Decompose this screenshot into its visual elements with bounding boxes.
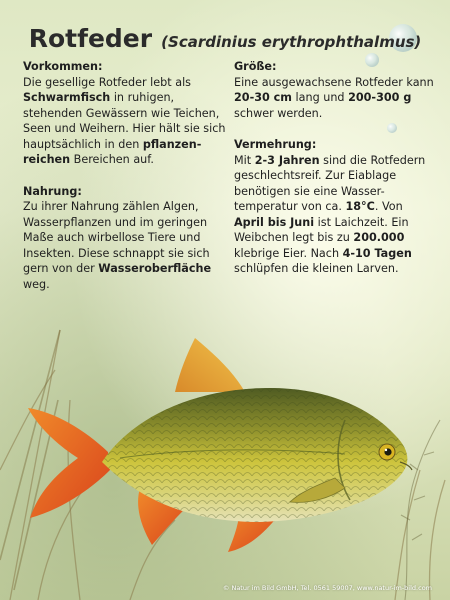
section-text: weg. bbox=[23, 277, 50, 291]
highlight-text: April bis Juni bbox=[234, 215, 315, 229]
highlight-text: 200.000 bbox=[353, 231, 405, 244]
left-column bbox=[23, 59, 228, 308]
highlight-text: Schwarmfisch bbox=[23, 91, 111, 104]
highlight-text: 200-300 g bbox=[348, 91, 412, 104]
section-text: schwer werden. bbox=[234, 106, 323, 120]
highlight-text: 18°C bbox=[345, 200, 375, 213]
page-title bbox=[0, 24, 450, 53]
section-text: Die gesellige Rotfeder lebt als bbox=[23, 75, 192, 89]
highlight-text: 20-30 cm bbox=[234, 91, 292, 104]
section-vorkommen bbox=[23, 59, 228, 168]
fish-dorsal-fin bbox=[175, 338, 245, 392]
section-heading: Vermehrung: bbox=[234, 138, 317, 151]
section-heading: Vorkommen: bbox=[23, 60, 103, 73]
fish-tail-fin bbox=[28, 408, 110, 518]
section-text: Zu ihrer Nahrung zählen Algen, Wasserpflanzen und im geringen Maße auch wirbellose Tiere und Insekten. Diese schnappt sie sich gern von der bbox=[23, 200, 210, 275]
right-column bbox=[234, 59, 434, 293]
title-common-name: Rotfeder bbox=[28, 24, 153, 53]
section-heading: Größe: bbox=[234, 60, 277, 73]
section-text: in ruhigen, stehenden Gewässern wie Teichen, Seen und Weihern. Hier hält sie sich hauptsächlich in den bbox=[23, 91, 226, 151]
copyright-footer: © Natur im Bild GmbH, Tel. 0561 59007, www.natur-im-bild.com bbox=[222, 584, 432, 592]
section-text: lang und bbox=[291, 91, 349, 104]
section-text: Eine ausgewachsene Rotfeder kann bbox=[234, 75, 434, 89]
section-groesse bbox=[234, 59, 434, 121]
highlight-text: pflanzen-reichen bbox=[23, 137, 202, 166]
seaweed-right bbox=[401, 420, 440, 600]
title-scientific-name: (Scardinius erythrophthalmus) bbox=[161, 33, 422, 51]
section-nahrung bbox=[23, 184, 228, 293]
section-text: Mit bbox=[234, 153, 255, 167]
fish-illustration bbox=[28, 338, 412, 552]
section-text: klebrige Eier. Nach bbox=[234, 246, 343, 260]
section-vermehrung bbox=[234, 137, 434, 277]
highlight-text: 4-10 Tagen bbox=[342, 246, 412, 260]
highlight-text: Wasseroberfläche bbox=[98, 262, 212, 275]
highlight-text: 2-3 Jahren bbox=[254, 153, 320, 167]
section-text: Bereichen auf. bbox=[70, 153, 154, 166]
section-text: schlüpfen die kleinen Larven. bbox=[234, 262, 399, 275]
section-text: . Von bbox=[374, 200, 403, 213]
section-heading: Nahrung: bbox=[23, 184, 82, 198]
section-text: ist Laichzeit. Ein Weibchen legt bis zu bbox=[234, 215, 409, 244]
section-text: sind die Rotfedern geschlechtsreif. Zur Eiablage benötigen sie eine Wasser-temperatur von ca. bbox=[234, 153, 426, 213]
